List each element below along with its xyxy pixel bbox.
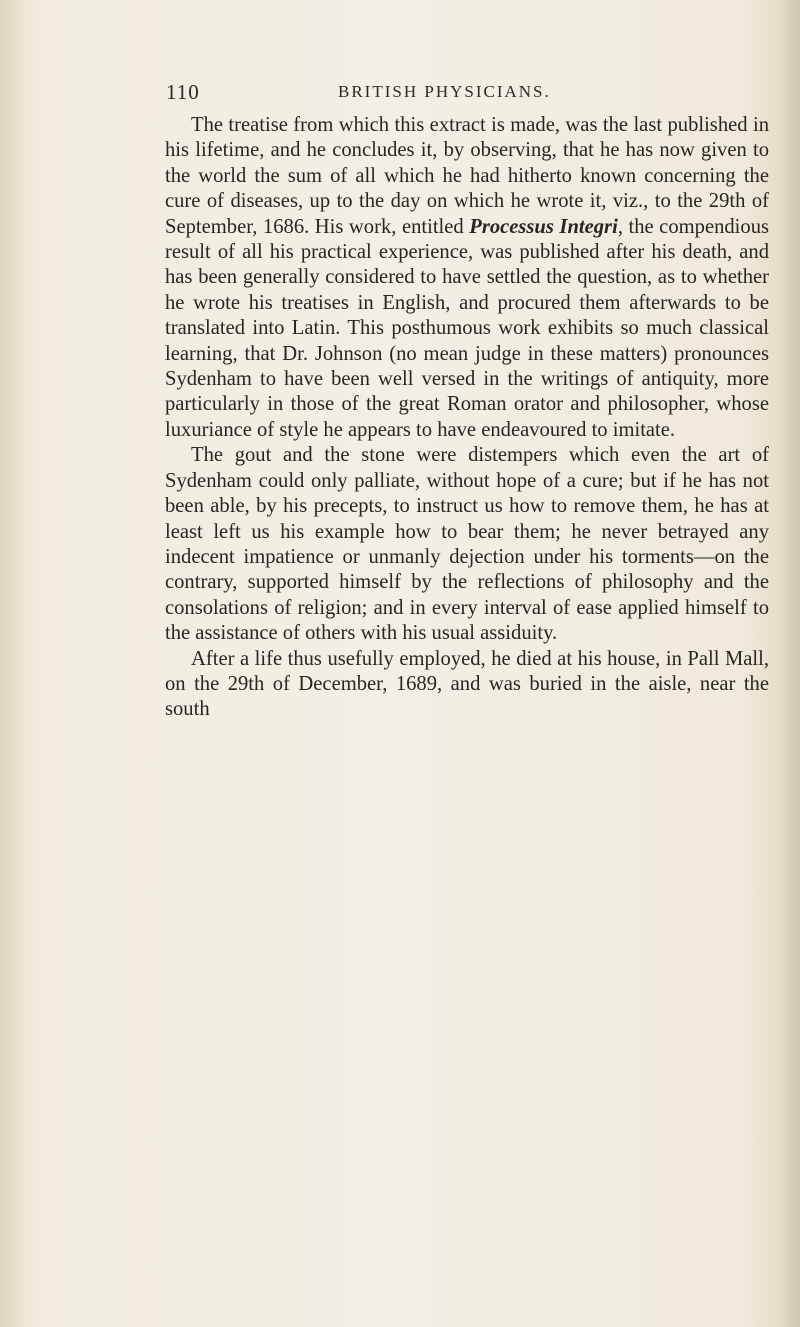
paragraph-3: After a life thus usefully employed, he died at his house, in Pall Mall, on the 29th of December, 1689, and was buried in the aisle, near the south (165, 647, 769, 721)
paragraph-2: The gout and the stone were distempers which even the art of Sydenham could only palliate, without hope of a cure; but if he has not been able, by his precepts, to instruct us how to remove them, he has at least left us his example how to bear them; he never betrayed any indecent impatience or unmanly dejection under his torments—on the contrary, supported himself by the reflections of philosophy and the consolations of religion; and in every interval of ease applied himself to the assistance of others with his usual assiduity. (165, 444, 769, 645)
page-number: 110 (166, 80, 200, 104)
page-edge-shadow (782, 0, 800, 1327)
paragraph-1 (165, 113, 769, 443)
paragraph-1-text-after: , the compendious result of all his practical experience, was published after his death, and has been generally considered to have settled the question, as to whether he wrote his treatises in English, and procured them afterwards to be translated into Latin. This posthumous work exhibits so much classical learning, that Dr. Johnson (no mean judge in these matters) pronounces Sydenham to have been well versed in the writings of antiquity, more particularly in those of the great Roman orator and philosopher, whose luxuriance of style he appears to have endeavoured to imitate. (165, 215, 770, 441)
page-gutter-shadow (0, 0, 22, 1327)
paragraph-1-text-before: The treatise from which this extract is made, was the last published in his lifetime, and he concludes it, by observing, that he has now given to the world the sum of all which he had hitherto known concerning the cure of diseases, up to the day on which he wrote it, viz., to the 29th of September, 1686. His work, entitled (165, 114, 769, 238)
book-title-processus-integri: Processus Integri (469, 215, 618, 238)
page-header (166, 80, 666, 114)
running-head: BRITISH PHYSICIANS. (338, 82, 551, 101)
body-text (165, 113, 769, 1313)
